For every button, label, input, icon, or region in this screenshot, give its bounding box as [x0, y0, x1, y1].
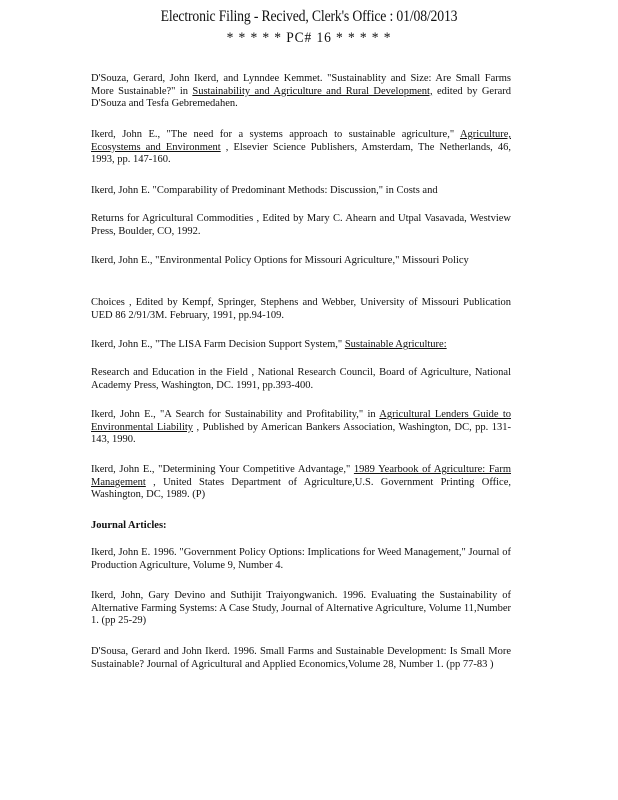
reference-entry	[91, 547, 511, 572]
reference-entry	[91, 590, 511, 628]
reference-entry	[91, 73, 511, 111]
ref-text: Returns for Agricultural Commodities , Edited by Mary C. Ahearn and Utpal Vasavada, Westview Press, Boulder, CO, 1992.	[91, 213, 511, 237]
ref-text: Ikerd, John E., "Determining Your Competitive Advantage,"	[91, 464, 354, 475]
reference-entry	[91, 185, 511, 198]
reference-entry	[91, 367, 511, 392]
ref-text: Ikerd, John E. 1996. "Government Policy Options: Implications for Weed Management," Journal of Production Agriculture, Volume 9, Number 4.	[91, 547, 511, 571]
reference-entry	[91, 129, 511, 167]
ref-title: Sustainable Agriculture:	[344, 339, 447, 350]
section-heading: Journal Articles:	[91, 520, 167, 531]
ref-text: D'Souza, Gerard, John Ikerd, and Lynndee Kemmet. "Sustainablity and Size: Are Small Farms More Sustainable?" in	[91, 73, 511, 97]
reference-entry	[91, 464, 511, 502]
ref-text: Ikerd, John E., "The LISA Farm Decision Support System,"	[91, 339, 345, 350]
filing-stamp: * * * * * PC# 16 * * * * *	[226, 30, 392, 46]
ref-text: , Elsevier Science Publishers, Amsterdam, The Netherlands, 46, 1993, pp. 147-160.	[91, 141, 512, 166]
ref-text: Choices , Edited by Kempf, Springer, Stephens and Webber, University of Missouri Publication UED 86 2/91/3M. February, 1991, pp.94-109.	[91, 297, 511, 321]
reference-entry	[91, 297, 511, 322]
ref-title: 1989 Yearbook of Agriculture: Farm Management	[91, 464, 512, 488]
ref-text: , Published by American Bankers Association, Washington, DC, pp. 131-143, 1990.	[91, 421, 512, 446]
ref-title: Sustainability and Agriculture and Rural Development,	[192, 85, 433, 97]
ref-title: Agricultural Lenders Guide to Environmental Liability	[91, 409, 511, 433]
ref-text: Ikerd, John E., "The need for a systems approach to sustainable agriculture,"	[91, 129, 460, 140]
filing-header: Electronic Filing - Recived, Clerk's Office : 01/08/2013	[160, 8, 458, 25]
ref-text: Ikerd, John E., "A Search for Sustainability and Profitability," in	[91, 409, 380, 420]
ref-text: edited by Gerard D'Souza and Tesfa Gebremedahen.	[91, 85, 511, 110]
reference-entry	[91, 339, 511, 352]
ref-text: , United States Department of Agriculture,U.S. Government Printing Office, Washington, DC, 1989. (P)	[91, 476, 511, 501]
ref-text: Research and Education in the Field , National Research Council, Board of Agriculture, National Academy Press, Washington, DC. 1991, pp.393-400.	[91, 367, 511, 391]
ref-text: Ikerd, John E. "Comparability of Predominant Methods: Discussion," in Costs and	[91, 185, 438, 196]
ref-text: Ikerd, John, Gary Devino and Suthijit Traiyongwanich. 1996. Evaluating the Sustainability of Alternative Farming Systems: A Case Study, Journal of Alternative Agriculture, Volume 11,Number 1. (pp 25-29)	[91, 590, 511, 627]
reference-entry	[91, 646, 511, 671]
ref-text: D'Sousa, Gerard and John Ikerd. 1996. Small Farms and Sustainable Development: Is Small More Sustainable? Journal of Agricultural and Applied Economics,Volume 28, Number 1. (pp 77-83 )	[91, 646, 511, 670]
reference-entry	[91, 255, 511, 268]
reference-entry	[91, 409, 511, 447]
reference-entry	[91, 213, 511, 238]
ref-text: Ikerd, John E., "Environmental Policy Options for Missouri Agriculture," Missouri Policy	[91, 255, 469, 266]
ref-title: Agriculture, Ecosystems and Environment	[91, 129, 511, 153]
